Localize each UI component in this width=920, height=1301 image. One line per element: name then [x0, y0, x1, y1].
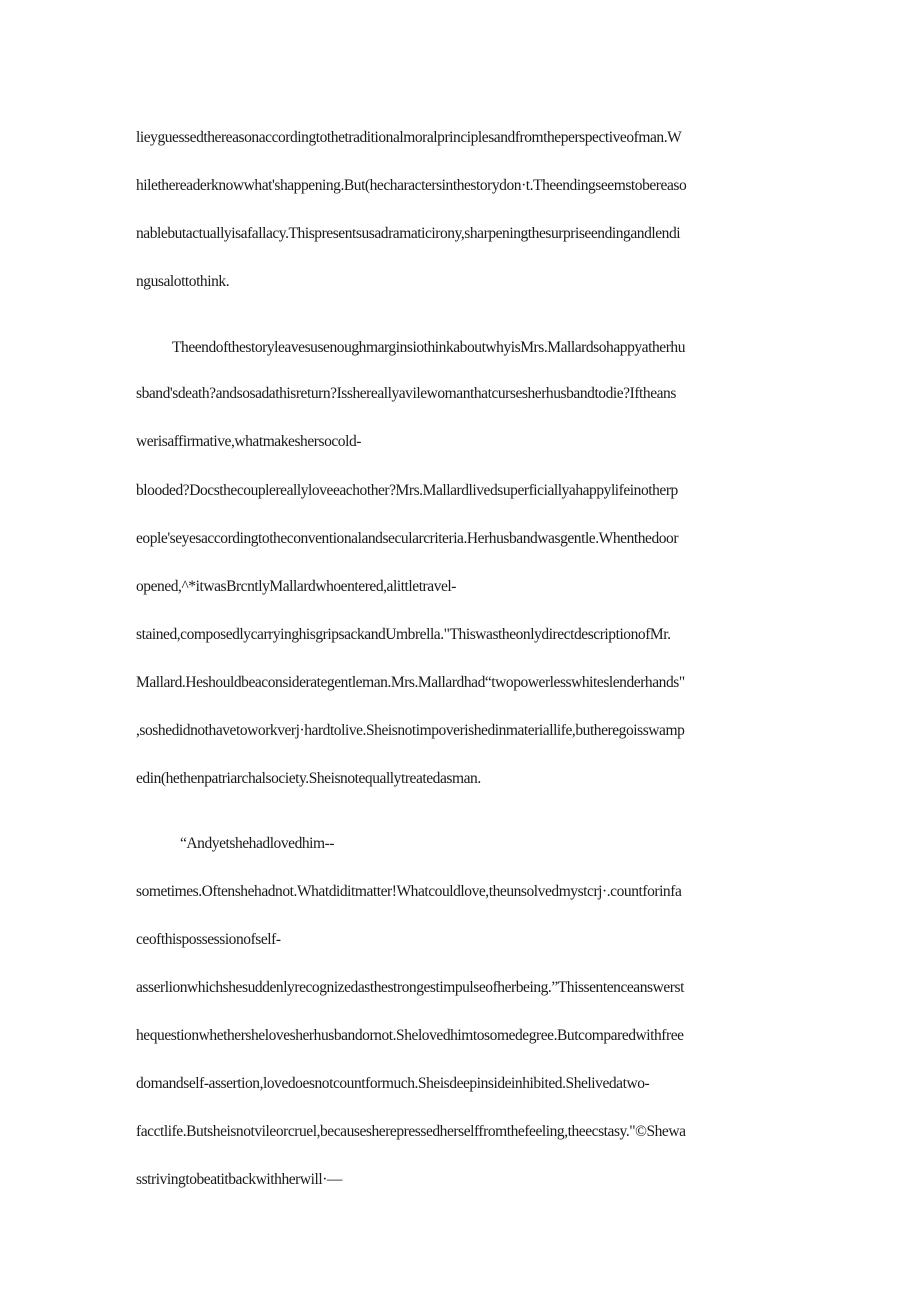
text-line: sband'sdeath?andsosadathisreturn?Isshereallyavilewomanthatcursesherhusbandtodie?Iftheans [136, 385, 676, 402]
text-line: hequestionwhethershelovesherhusbandornot.Shelovedhimtosomedegree.Butcomparedwithfree [136, 1027, 684, 1044]
text-line: stained,composedlycarryinghisgripsackandUmbrella."ThiswastheonlydirectdescriptionofMr. [136, 626, 671, 643]
text-line: blooded?Docsthecouplereallyloveeachother?Mrs.Mallardlivedsuperficiallyahappylifeinotherp [136, 482, 678, 499]
text-line: lieyguessedthereasonaccordingtothetraditionalmoralprinciplesandfromtheperspectiveofman.W [136, 129, 682, 146]
text-line: “Andyetshehadlovedhim-- [180, 835, 335, 852]
text-line: sstrivingtobeatitbackwithherwill·— [136, 1171, 342, 1188]
text-line: asserlionwhichshesuddenlyrecognizedasthestrongestimpulseofherbeing.”Thissentenceanswerst [136, 979, 684, 996]
text-line: ,soshedidnothavetoworkverj·hardtolive.Sheisnotimpoverishedinmateriallife,butheregoisswamp [136, 722, 685, 739]
text-line: Mallard.Heshouldbeaconsiderategentleman.Mrs.Mallardhad“twopowerlesswhiteslenderhands" [136, 674, 685, 691]
text-line: facctlife.Butsheisnotvileorcruel,becausesherepressedherselffromthefeeling,theecstasy."©Shewa [136, 1123, 686, 1140]
text-line: opened,^*itwasBrcntlyMallardwhoentered,alittletravel- [136, 578, 456, 595]
text-line: ceofthispossessionofself- [136, 931, 281, 948]
text-line: TheendofthestoryleavesusenoughmarginsiothinkaboutwhyisMrs.Mallardsohappyatherhu [172, 339, 686, 356]
text-line: ngusalottothink. [136, 273, 230, 290]
text-line: eople'seyesaccordingtotheconventionalandsecularcriteria.Herhusbandwasgentle.Whenthedoor [136, 530, 679, 547]
text-line: sometimes.Oftenshehadnot.Whatdiditmatter!Whatcouldlove,theunsolvedmystcrj·.countforinfa [136, 883, 682, 900]
text-line: edin(hethenpatriarchalsociety.Sheisnotequallytreatedasman. [136, 770, 481, 787]
text-line: hilethereaderknowwhat'shappening.But(hecharactersinthestorydon·t.Theendingseemstobereaso [136, 177, 687, 194]
text-line: werisaffirmative,whatmakeshersocold- [136, 433, 361, 450]
text-line: domandself-assertion,lovedoesnotcountformuch.Sheisdeepinsideinhibited.Shelivedatwo- [136, 1075, 650, 1092]
text-line: nablebutactuallyisafallacy.Thispresentsusadramaticirony,sharpeningthesurpriseendingandlendi [136, 225, 681, 242]
